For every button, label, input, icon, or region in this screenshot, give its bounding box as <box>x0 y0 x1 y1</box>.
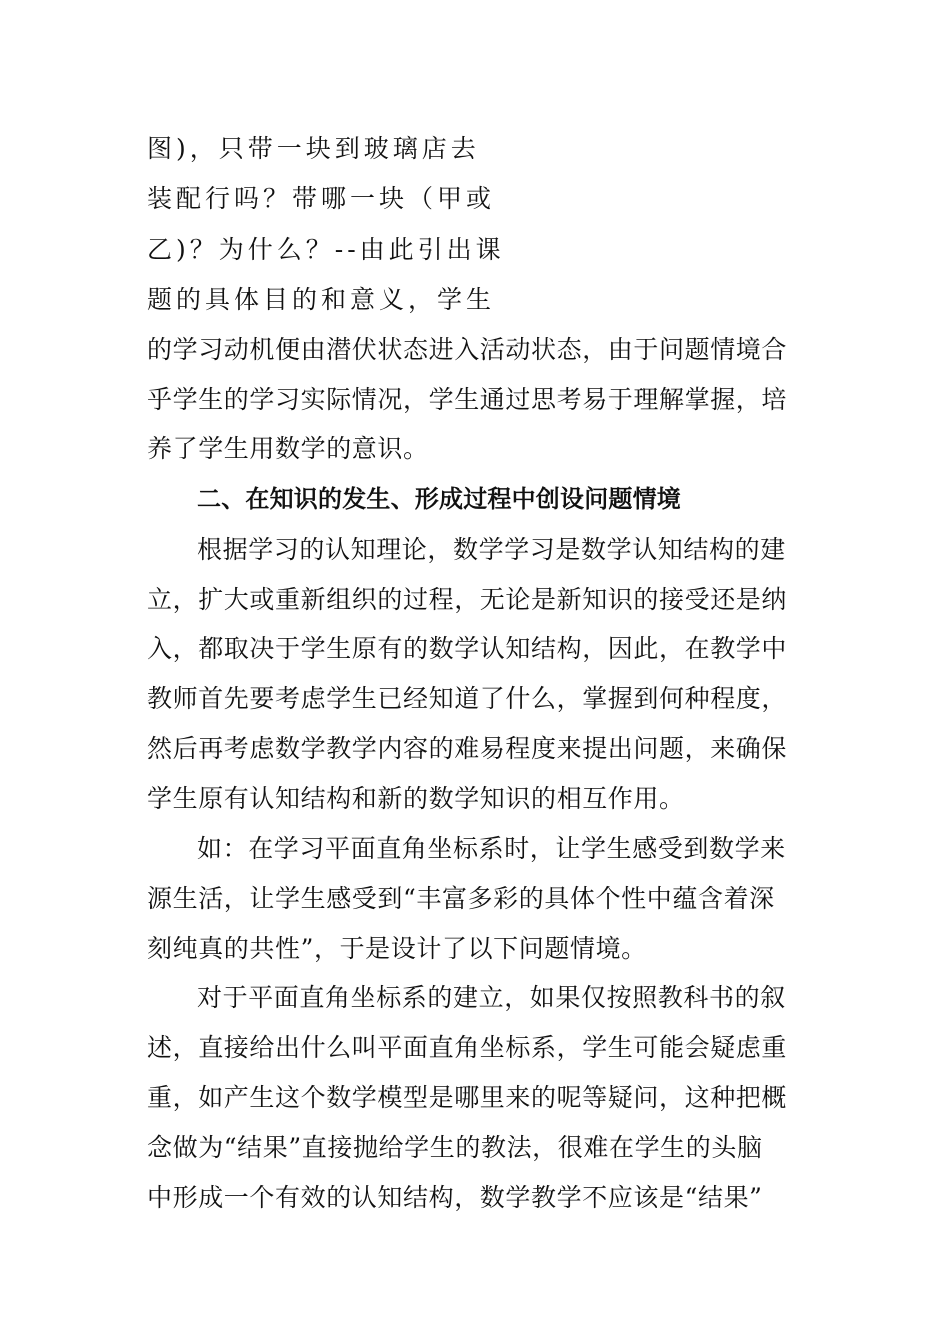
text-line: 图)，只带一块到玻璃店去 <box>147 134 480 163</box>
text-line: 刻纯真的共性”，于是设计了以下问题情境。 <box>147 934 647 963</box>
text-line: 根据学习的认知理论，数学学习是数学认知结构的建 <box>197 535 786 564</box>
text-line: 然后再考虑数学教学内容的难易程度来提出问题，来确保 <box>147 734 788 763</box>
text-line: 题的具体目的和意义，学生 <box>147 285 496 314</box>
text-line: 入，都取决于学生原有的数学认知结构，因此，在教学中 <box>147 634 788 663</box>
text-line: 中形成一个有效的认知结构，数学教学不应该是“结果” <box>147 1183 763 1212</box>
text-line: 对于平面直角坐标系的建立，如果仅按照教科书的叙 <box>197 983 786 1012</box>
text-line: 立，扩大或重新组织的过程，无论是新知识的接受还是纳 <box>147 585 788 614</box>
text-line: 乎学生的学习实际情况，学生通过思考易于理解掌握，培 <box>147 385 788 414</box>
text-line: 教师首先要考虑学生已经知道了什么，掌握到何种程度， <box>147 684 788 713</box>
text-line: 念做为“结果”直接抛给学生的教法，很难在学生的头脑 <box>147 1133 763 1162</box>
text-line: 源生活，让学生感受到“丰富多彩的具体个性中蕴含着深 <box>147 884 775 913</box>
text-line: 乙)？为什么？--由此引出课 <box>147 235 505 264</box>
section-heading: 二、在知识的发生、形成过程中创设问题情境 <box>197 485 681 513</box>
text-line: 装配行吗？带哪一块（甲或 <box>147 184 496 213</box>
text-line: 的学习动机便由潜伏状态进入活动状态，由于问题情境合 <box>147 335 788 364</box>
text-line: 学生原有认知结构和新的数学知识的相互作用。 <box>147 784 685 813</box>
text-line: 重，如产生这个数学模型是哪里来的呢等疑问，这种把概 <box>147 1083 788 1112</box>
text-line: 述，直接给出什么叫平面直角坐标系，学生可能会疑虑重 <box>147 1033 788 1062</box>
text-line: 如：在学习平面直角坐标系时，让学生感受到数学来 <box>197 834 786 863</box>
text-line: 养了学生用数学的意识。 <box>147 434 429 463</box>
